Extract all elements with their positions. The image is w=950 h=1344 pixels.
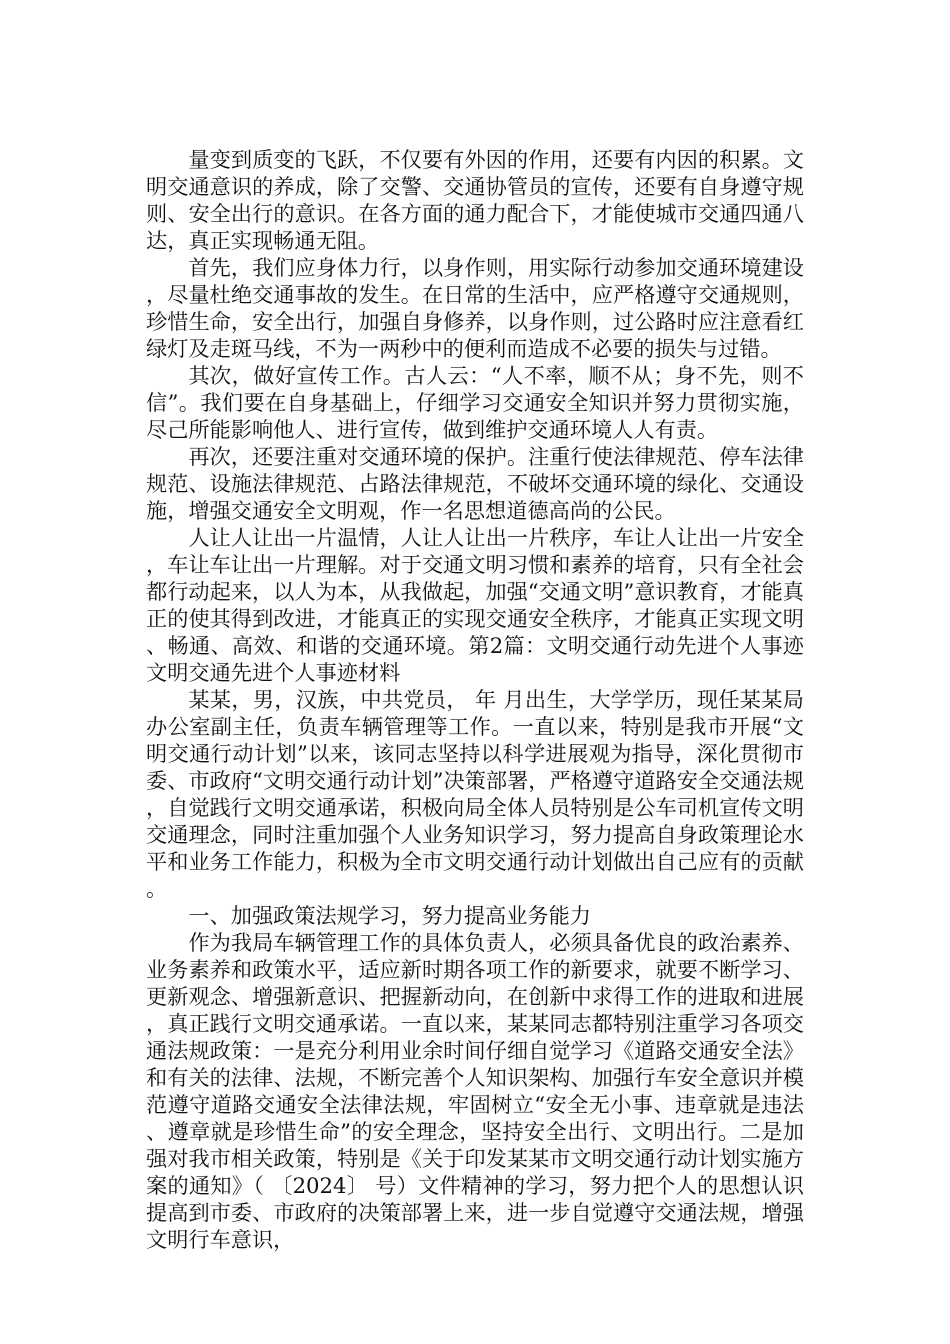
- paragraph: 再次，还要注重对交通环境的保护。注重行使法律规范、停车法律规范、设施法律规范、占路法律规范，不破坏交通环境的绿化、交通设施，增强交通安全文明观，作一名思想道德高尚的公民。: [146, 444, 804, 523]
- paragraph: 其次，做好宣传工作。古人云：“人不率，顺不从；身不先，则不信”。我们要在自身基础上，仔细学习交通安全知识并努力贯彻实施，尽己所能影响他人、进行宣传，做到维护交通环境人人有责。: [146, 363, 804, 442]
- paragraph: 首先，我们应身体力行，以身作则，用实际行动参加交通环境建设，尽量杜绝交通事故的发生。在日常的生活中，应严格遵守交通规则，珍惜生命，安全出行，加强自身修养，以身作则，过公路时应注意看红绿灯及走斑马线，不为一两秒中的便利而造成不必要的损失与过错。: [146, 255, 804, 361]
- paragraph: 某某，男，汉族，中共党员， 年 月出生，大学学历，现任某某局办公室副主任，负责车辆管理等工作。一直以来，特别是我市开展“文明交通行动计划”以来，该同志坚持以科学进展观为指导，深化贯彻市委、市政府“文明交通行动计划”决策部署，严格遵守道路安全交通法规，自觉践行文明交通承诺，积极向局全体人员特别是公车司机宣传文明交通理念，同时注重加强个人业务知识学习，努力提高自身政策理论水平和业务工作能力，积极为全市文明交通行动计划做出自己应有的贡献。: [146, 687, 804, 901]
- paragraph: 人让人让出一片温情，人让人让出一片秩序，车让人让出一片安全，车让车让出一片理解。对于交通文明习惯和素养的培育，只有全社会都行动起来，以人为本，从我做起，加强“交通文明”意识教育，才能真正的使其得到改进，才能真正的实现交通安全秩序，才能真正实现文明、畅通、高效、和谐的交通环境。第2篇：文明交通行动先进个人事迹文明交通先进个人事迹材料: [146, 525, 804, 685]
- section-heading: 一、加强政策法规学习，努力提高业务能力: [188, 903, 591, 928]
- paragraph: 作为我局车辆管理工作的具体负责人，必须具备优良的政治素养、业务素养和政策水平，适应新时期各项工作的新要求，就要不断学习、更新观念、增强新意识、把握新动向，在创新中求得工作的进取和进展，真正践行文明交通承诺。一直以来，某某同志都特别注重学习各项交通法规政策：一是充分利用业余时间仔细自觉学习《道路交通安全法》和有关的法律、法规，不断完善个人知识架构、加强行车安全意识并模范遵守道路交通安全法律法规，牢固树立“安全无小事、违章就是违法、遵章就是珍惜生命”的安全理念，坚持安全出行、文明出行。二是加强对我市相关政策，特别是《关于印发某某市文明交通行动计划实施方案的通知》（ 〔2024〕 号）文件精神的学习，努力把个人的思想认识提高到市委、市政府的决策部署上来，进一步自觉遵守交通法规，增强文明行车意识，: [146, 930, 804, 1252]
- paragraph: 量变到质变的飞跃，不仅要有外因的作用，还要有内因的积累。文明交通意识的养成，除了交警、交通协管员的宣传，还要有自身遵守规则、安全出行的意识。在各方面的通力配合下，才能使城市交通四通八达，真正实现畅通无阻。: [146, 147, 804, 253]
- document-body: [146, 146, 804, 1253]
